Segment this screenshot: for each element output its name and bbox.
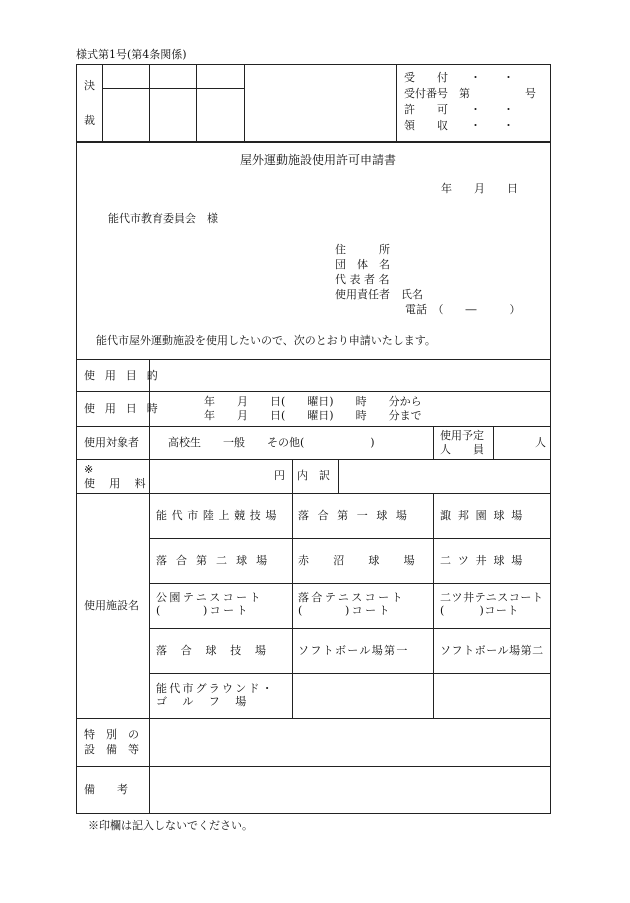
remarks-label: 備 考 — [84, 783, 128, 796]
facility-cell[interactable]: 落合テニスコート ( )コート — [298, 591, 405, 617]
reception-received: 受 付 ・ ・ — [404, 71, 514, 84]
reception-number: 受付番号 第 号 — [404, 87, 536, 100]
facility-cell[interactable]: ソフトボール場第一 — [298, 644, 409, 657]
fee-unit: 円 — [274, 469, 285, 482]
target-label: 使用対象者 — [84, 436, 139, 449]
fee-detail-label: 内 訳 — [297, 469, 330, 482]
planned-unit: 人 — [535, 436, 546, 449]
datetime-label: 使用日時 — [84, 402, 168, 415]
target-options[interactable]: 高校生 一般 その他( ) — [168, 436, 375, 449]
special-label-1: 特 別 の — [84, 728, 139, 741]
fee-mark: ※ — [84, 463, 94, 476]
applicant-address-label: 住 所 — [335, 243, 390, 256]
fee-label: 使用料 — [84, 477, 160, 490]
datetime-from[interactable]: 年 月 日( 曜日) 時 分から — [204, 395, 422, 408]
facility-cell[interactable]: 落合第二球場 — [156, 554, 277, 567]
date-line: 年 月 日 — [441, 182, 518, 195]
applicant-manager-label: 使用責任者 氏名 — [335, 288, 423, 301]
facility-cell[interactable]: 赤 沼 球 場 — [298, 554, 422, 567]
remarks-field[interactable] — [150, 767, 550, 813]
facility-cell[interactable]: 落合球技場 — [156, 644, 280, 657]
special-field[interactable] — [150, 719, 550, 766]
facility-cell[interactable]: 能代市グラウンド・ ゴ ル フ 場 — [156, 682, 275, 708]
facility-cell[interactable]: 二ツ井球場 — [440, 554, 530, 567]
facility-cell[interactable]: ソフトボール場第二 — [440, 644, 544, 657]
facility-cell[interactable]: 公園テニスコート ( )コート — [156, 591, 263, 617]
purpose-label: 使用目的 — [84, 369, 168, 382]
special-label-2: 設 備 等 — [84, 743, 139, 756]
approval-label-bottom: 裁 — [84, 114, 95, 127]
facility-label: 使用施設名 — [84, 599, 139, 612]
applicant-phone-label: 電話 （ ― ） — [405, 303, 521, 316]
approval-label-top: 決 — [84, 79, 95, 92]
reception-permitted: 許 可 ・ ・ — [404, 103, 514, 116]
applicant-representative-label: 代 表 者 名 — [335, 273, 390, 286]
applicant-group-label: 団 体 名 — [335, 258, 390, 271]
facility-cell[interactable]: 諏邦園球場 — [440, 509, 530, 522]
application-statement: 能代市屋外運動施設を使用したいので、次のとおり申請いたします。 — [96, 334, 436, 347]
form-number: 様式第1号(第4条関係) — [76, 48, 187, 61]
purpose-field[interactable] — [150, 360, 550, 391]
facility-cell[interactable]: 二ツ井テニスコート ( )コート — [440, 591, 544, 617]
footer-note: ※印欄は記入しないでください。 — [88, 819, 253, 832]
datetime-to[interactable]: 年 月 日( 曜日) 時 分まで — [204, 409, 422, 422]
facility-cell[interactable]: 能代市陸上競技場 — [156, 509, 281, 522]
planned-label-1: 使用予定 — [440, 429, 484, 442]
reception-collected: 領 収 ・ ・ — [404, 119, 514, 132]
form-title: 屋外運動施設使用許可申請書 — [240, 153, 397, 167]
facility-cell[interactable]: 落合第一球場 — [298, 509, 416, 522]
planned-label-2: 人 員 — [440, 443, 484, 456]
addressee: 能代市教育委員会 様 — [108, 212, 218, 225]
